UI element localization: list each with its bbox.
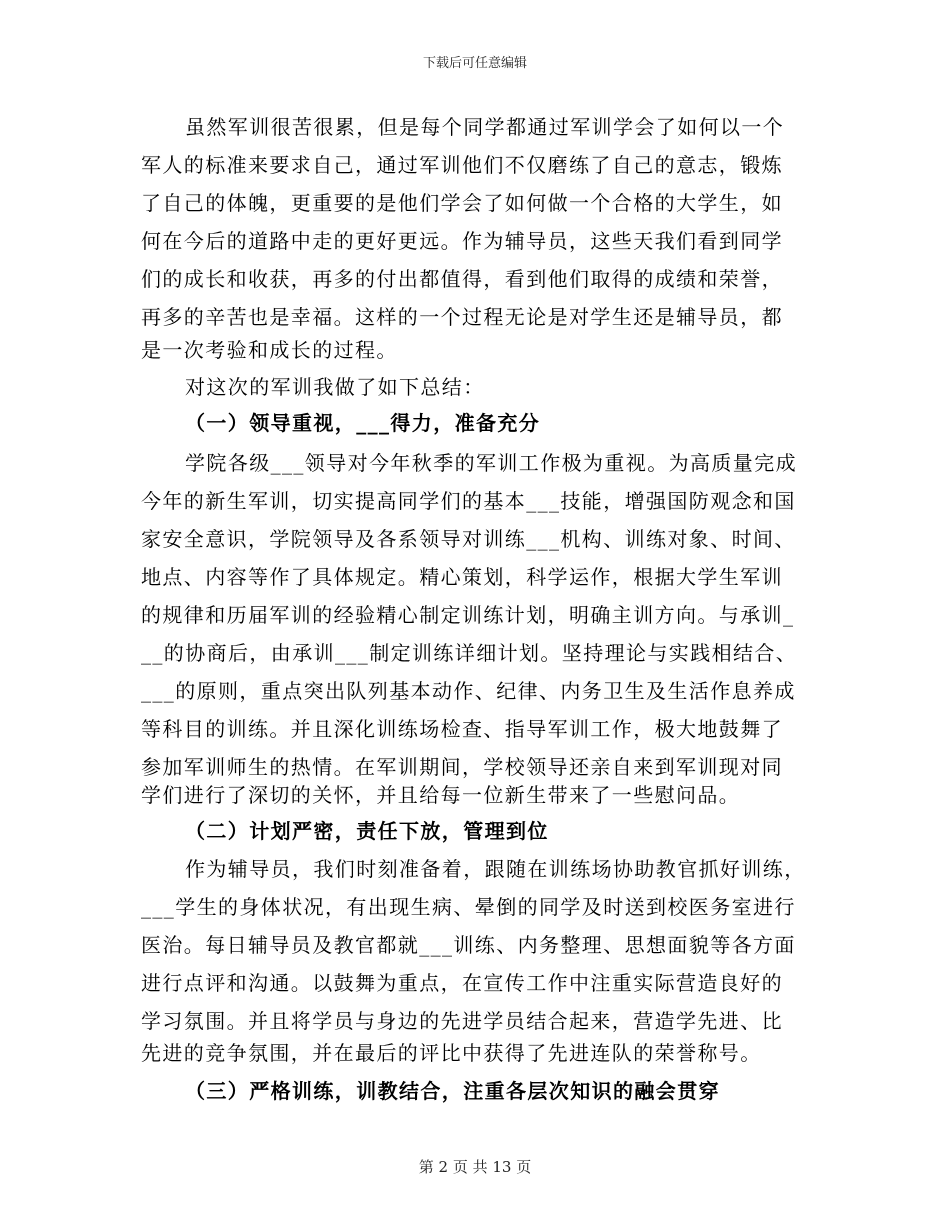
paragraph-line: ___学生的身体状况，有出现生病、晕倒的同学及时送到校医务室进行 [141, 895, 796, 919]
paragraph-line: 今年的新生军训，切实提高同学们的基本___技能，增强国防观念和国 [141, 489, 796, 513]
paragraph-line: 学院各级___领导对今年秋季的军训工作极为重视。为高质量完成 [185, 451, 797, 475]
paragraph-line: __的协商后，由承训___制定训练详细计划。坚持理论与实践相结合、 [141, 641, 798, 665]
paragraph-line: ___的原则，重点突出队列基本动作、纪律、内务卫生及生活作息养成 [141, 679, 796, 703]
paragraph-line: 再多的辛苦也是幸福。这样的一个过程无论是对学生还是辅导员，都 [141, 305, 783, 329]
paragraph-line: 军人的标准来要求自己，通过军训他们不仅磨练了自己的意志，锻炼 [141, 153, 783, 177]
paragraph-line: 家安全意识，学院领导及各系领导对训练___机构、训练对象、时间、 [141, 527, 796, 551]
page-header: 下载后可任意编辑 [422, 56, 527, 71]
paragraph-line: 学习氛围。并且将学员与身边的先进学员结合起来，营造学先进、比 [141, 1009, 783, 1033]
paragraph-line: 虽然军训很苦很累，但是每个同学都通过军训学会了如何以一个 [185, 115, 785, 139]
paragraph-line: 参加军训师生的热情。在军训期间，学校领导还亲自来到军训现对同 [141, 755, 783, 779]
paragraph-line: 对这次的军训我做了如下总结： [185, 375, 485, 399]
paragraph-line: 何在今后的道路中走的更好更远。作为辅导员，这些天我们看到同学 [141, 229, 783, 253]
paragraph-line: 们的成长和收获，再多的付出都值得，看到他们取得的成绩和荣誉， [141, 267, 783, 291]
paragraph-line: 等科目的训练。并且深化训练场检查、指导军训工作，极大地鼓舞了 [141, 717, 783, 741]
section-heading-3: （三）严格训练，训教结合，注重各层次知识的融会贯穿 [185, 1079, 720, 1103]
paragraph-line: 先进的竞争氛围，并在最后的评比中获得了先进连队的荣誉称号。 [141, 1041, 762, 1065]
page-number-footer: 第 2 页 共 13 页 [418, 1158, 532, 1176]
paragraph-line: 是一次考验和成长的过程。 [141, 338, 398, 362]
paragraph-line: 学们进行了深切的关怀，并且给每一位新生带来了一些慰问品。 [141, 783, 741, 807]
paragraph-line: 医治。每日辅导员及教官都就___训练、内务整理、思想面貌等各方面 [141, 933, 796, 957]
paragraph-line: 的规律和历届军训的经验精心制定训练计划，明确主训方向。与承训_ [141, 603, 795, 627]
paragraph-line: 地点、内容等作了具体规定。精心策划，科学运作，根据大学生军训 [141, 565, 783, 589]
section-heading-2: （二）计划严密，责任下放，管理到位 [185, 819, 549, 843]
section-heading-1: （一）领导重视，___得力，准备充分 [185, 411, 541, 435]
paragraph-line: 进行点评和沟通。以鼓舞为重点，在宣传工作中注重实际营造良好的 [141, 971, 783, 995]
paragraph-line: 了自己的体魄，更重要的是他们学会了如何做一个合格的大学生，如 [141, 191, 783, 215]
paragraph-line: 作为辅导员，我们时刻准备着，跟随在训练场协助教官抓好训练， [185, 857, 806, 881]
